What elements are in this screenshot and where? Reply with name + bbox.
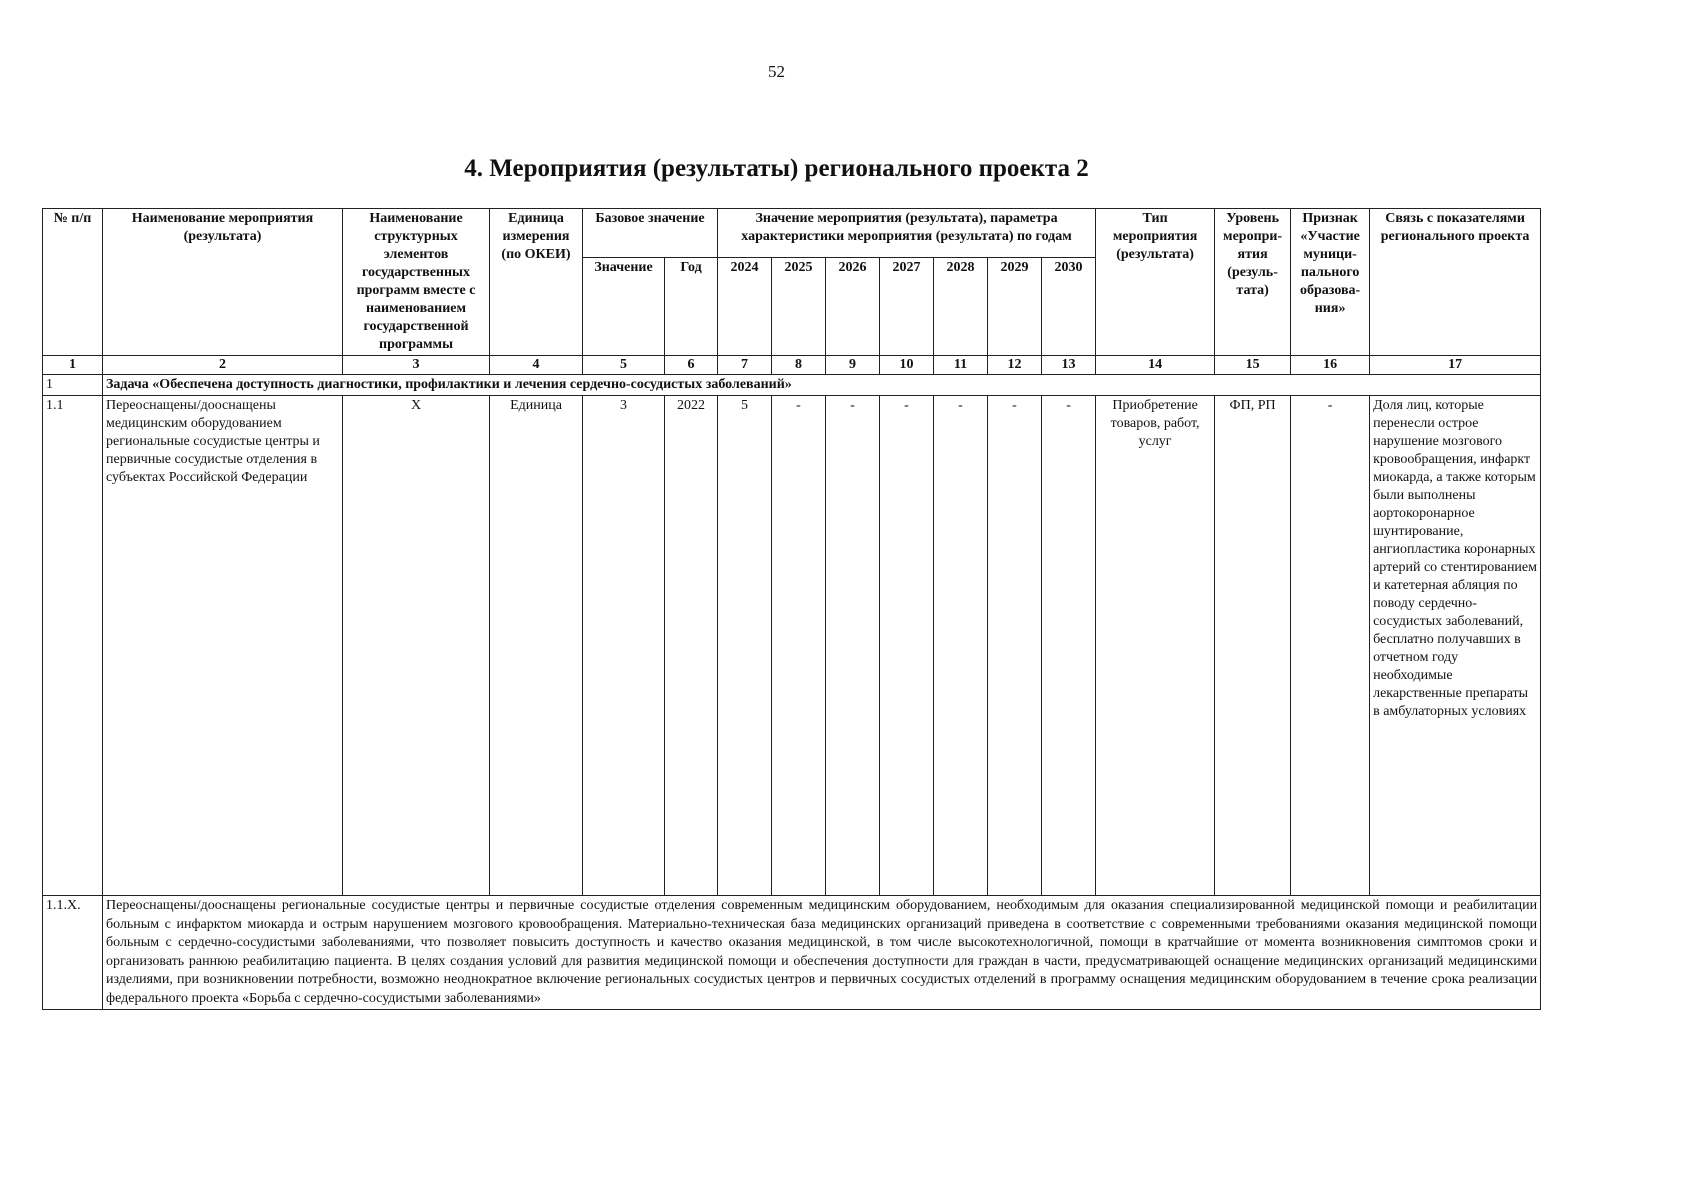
row-unit: Единица (490, 396, 583, 896)
row-base-value: 3 (583, 396, 665, 896)
task-number: 1 (43, 375, 103, 396)
header-year-2028: 2028 (934, 258, 988, 356)
header-year-2029: 2029 (988, 258, 1042, 356)
task-text: Задача «Обеспечена доступность диагностики, профилактики и лечения сердечно-сосудистых заболеваний» (103, 375, 1541, 396)
row-base-year: 2022 (665, 396, 718, 896)
table-row (43, 396, 1541, 896)
column-number: 16 (1291, 356, 1370, 375)
row-value-2027: - (880, 396, 934, 896)
row-level: ФП, РП (1215, 396, 1291, 896)
header-link: Связь с показателями регионального проекта (1370, 209, 1541, 356)
column-number-row (43, 356, 1541, 375)
header-type: Тип мероприятия (результата) (1096, 209, 1215, 356)
header-program: Наименование структурных элементов государственных программ вместе с наименованием государственной программы (343, 209, 490, 356)
column-number: 10 (880, 356, 934, 375)
document-title: 4. Мероприятия (результаты) регионального проекта 2 (464, 155, 1089, 182)
column-number: 5 (583, 356, 665, 375)
row-value-2024: 5 (718, 396, 772, 896)
column-number: 12 (988, 356, 1042, 375)
task-row (43, 375, 1541, 396)
description-text: Переоснащены/дооснащены региональные сосудистые центры и первичные сосудистые отделения современным медицинским оборудованием, необходимым для оказания специализированной медицинской помощи и реабилитации больным с инфарктом миокарда и острым нарушением мозгового кровообращения. Материально-техническая база медицинских организаций приведена в соответствие с современными требованиями оказания медицинской помощи больным с сердечно-сосудистыми заболеваниями, что позволяет повысить доступность и качество оказания медицинской, в том числе высокотехнологичной, помощи в кратчайшие от момента возникновения симптомов сроки и организовать раннюю реабилитацию пациента. В целях создания условий для развития медицинской помощи и обеспечения доступности для граждан в части, предусматривающей оснащение медицинских организаций медицинскими изделиями, при возникновении потребности, возможно неоднократное включение региональных сосудистых центров и первичных сосудистых отделений в программу оснащения медицинским оборудованием в течение срока реализации федерального проекта «Борьба с сердечно-сосудистыми заболеваниями» (103, 896, 1541, 1010)
row-municipal: - (1291, 396, 1370, 896)
row-value-2028: - (934, 396, 988, 896)
column-number: 14 (1096, 356, 1215, 375)
description-row (43, 896, 1541, 1010)
column-number: 15 (1215, 356, 1291, 375)
header-base-year: Год (665, 258, 718, 356)
header-row-1 (43, 209, 1541, 258)
column-number: 9 (826, 356, 880, 375)
header-unit: Единица измерения (по ОКЕИ) (490, 209, 583, 356)
column-number: 13 (1042, 356, 1096, 375)
header-year-2025: 2025 (772, 258, 826, 356)
page-number: 52 (768, 62, 785, 81)
column-number: 11 (934, 356, 988, 375)
column-number: 1 (43, 356, 103, 375)
row-value-2030: - (1042, 396, 1096, 896)
row-type: Приобретение товаров, работ, услуг (1096, 396, 1215, 896)
column-number: 2 (103, 356, 343, 375)
header-values-group: Значение мероприятия (результата), параметра характеристики мероприятия (результата) по годам (718, 209, 1096, 258)
column-number: 17 (1370, 356, 1541, 375)
row-program: Х (343, 396, 490, 896)
column-number: 7 (718, 356, 772, 375)
row-value-2025: - (772, 396, 826, 896)
header-level: Уровень меропри-ятия (резуль-тата) (1215, 209, 1291, 356)
row-number: 1.1 (43, 396, 103, 896)
header-municipal: Признак «Участие муници-пального образова-ния» (1291, 209, 1370, 356)
header-name: Наименование мероприятия (результата) (103, 209, 343, 356)
column-number: 3 (343, 356, 490, 375)
column-number: 8 (772, 356, 826, 375)
column-number: 6 (665, 356, 718, 375)
row-link: Доля лиц, которые перенесли острое нарушение мозгового кровообращения, инфаркт миокарда, а также которым были выполнены аортокоронарное шунтирование, ангиопластика коронарных артерий со стентированием и катетерная абляция по поводу сердечно-сосудистых заболеваний, бесплатно получавших в отчетном году необходимые лекарственные препараты в амбулаторных условиях (1370, 396, 1541, 896)
column-number: 4 (490, 356, 583, 375)
row-name: Переоснащены/дооснащены медицинским оборудованием региональные сосудистые центры и первичные сосудистые отделения в субъектах Российской Федерации (103, 396, 343, 896)
header-num: № п/п (43, 209, 103, 356)
header-year-2026: 2026 (826, 258, 880, 356)
measures-table (42, 208, 1541, 1010)
row-value-2026: - (826, 396, 880, 896)
header-base-value: Значение (583, 258, 665, 356)
header-year-2024: 2024 (718, 258, 772, 356)
row-value-2029: - (988, 396, 1042, 896)
header-year-2030: 2030 (1042, 258, 1096, 356)
description-number: 1.1.Х. (43, 896, 103, 1010)
header-base: Базовое значение (583, 209, 718, 258)
header-year-2027: 2027 (880, 258, 934, 356)
